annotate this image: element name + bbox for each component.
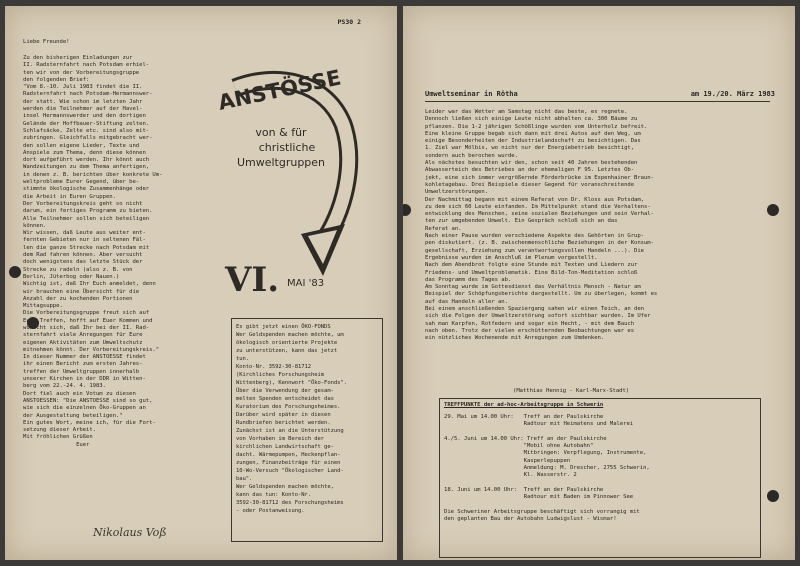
meetings-entries: 29. Mai um 14.00 Uhr: Treff an der Paulskirche Radtour mit Heimatens und Malerei 4./5. Juni um 14.00 Uhr: Treff an der Paulskirche "Mobil ohne Autobahn" Mitbringen: Verpflegung, Instrumente, Kasperlepuppen Anmeldung: M. Drescher, 2755 Schwerin, Kl. Wasserstr. 2 18. Juni um 14.00 Uhr: Treff an der Paulskirche Radtour mit Baden im Pinnower See Die Schweriner Arbeitsgruppe beschäftigt sich vorrangig mit den geplanten Bau der Autobahn Ludwigslust - Wismar!: [444, 414, 650, 523]
logo-subtitle-1: von & für: [255, 126, 307, 139]
signature: Nikolaus Voß: [93, 526, 167, 539]
page-number: PS30 2: [337, 18, 361, 26]
punch-hole-icon: [767, 204, 779, 216]
punch-hole-icon: [9, 266, 21, 278]
issue-month: MAI '83: [287, 278, 325, 289]
right-page: [403, 6, 795, 560]
article-header: [425, 90, 775, 98]
oeko-fonds-box: [231, 318, 383, 542]
logo-subtitle-3: Umweltgruppen: [236, 156, 326, 169]
article-body: Leider war das Wetter am Samstag nicht das beste, es regnete. Dennoch ließen sich einige Leute nicht abhalten ca. 300 Bäume zu pflanzen. Die 1-2 jährigen Schößlinge wurden vom Unterholz befreit. Eine kleine Gruppe begab sich dann mit drei Autos auf den Weg, um einige Besonderheiten der Industrielandschaft zu besichtigen. Das 1. Ziel war Mölbis, wo nicht nur der Energiebetrieb besichtigt, sondern auch berochen wurde. Als nächstes besuchten wir den, schon seit 40 Jahren bestehenden Abwasserteich des Betriebes an der ehemaligen F 95. Letztes Ob- jekt, eine sich immer vergrößernde Förderbrücke im Espenhainer Braun- kohletagebau. Drei Beispiele dieser Gegend für voranschreitende Umweltzerstörungen. Der Nachmittag begann mit einem Referat von Dr. Kloss aus Potsdam, zu dem sich 60 Leute einfanden. Im Mittelpunkt stand die Verhaltens- entwicklung des Menschen, seine sozialen Beziehungen und sein Verhal- ten zur umgebenden Umwelt. Ein Gespräch schloß sich an das Referat an. Nach einer Pause wurden verschiedene Aspekte des Gehörten in Grup- pen diskutiert. (z. B. zwischenmenschliche Beziehungen in der Konsum- gesellschaft, Erziehung zum verantwortungsvollen Handeln ...). Die Ergebnisse wurden im Anschluß im Plenum vorgestellt. Nach dem Abendbrot folgte eine Stunde mit Texten und Liedern zur Friedens- und Umweltproblematik. Eine Bild-Ton-Meditation schloß das Programm des Tages ab. Am Sonntag wurde im Gottesdienst das Verhältnis Mensch - Natur am Beispiel der Schöpfungsberichte dargestellt. Um zu überlegen, kommt es auf das Handeln aller an. Bei einem anschließenden Spaziergang sahen wir einen Teich, an den sich die Folgen der Umweltzerstörung sofort sichtbar wurden. Im Ufer sah man Karpfen, Rotfedern und sogar ein Hecht, - mit dem Bauch nach oben. Trotz der vielen erschütternden Beobachtungen war es ein nützliches Wochenende mit Anregungen zum Umdenken.: [425, 109, 658, 342]
meetings-heading: TREFFPUNKTE der ad-hoc-Arbeitsgruppe in Schwerin: [444, 402, 604, 408]
punch-hole-icon: [767, 490, 779, 502]
oeko-fonds-text: Es gibt jetzt einen ÖKO-FONDS Wer Geldspenden machen möchte, um ökologisch orientierte Projekte zu unterstützen, kann das jetzt tun. Konto-Nr. 3592-30-81712 (Kirchliches Forschungsheim Wittenberg), Kennwort "Öko-Fonds". Über die Verwendung der gesam- melten Spenden entscheidet das Kuratorium des Forschungsheimes. Darüber wird später in diesen Rundbriefen berichtet werden. Zunächst ist an die Unterstützung von Vorhaben im Bereich der kirchlichen Landwirtschaft ge- dacht. Wärmepumpen, Heckenpflan- zungen, Finanzbeiträge für einen 10-Wo-Versuch "Ökologischer Land- bau". Wer Geldspenden machen möchte, kann das tun: Konto-Nr. 3592-30-81712 des Forschungsheims - oder Postanweisung.: [236, 324, 347, 514]
article-author: (Matthias Hennig - Karl-Marx-Stadt): [513, 388, 630, 394]
article-date: am 19./20. März 1983: [690, 90, 775, 98]
article-title: Umweltseminar in Rötha: [425, 90, 518, 98]
meetings-box: [439, 398, 761, 558]
logo-title: ANSTÖSSE: [216, 65, 344, 115]
letter-body: Zu den bisherigen Einladungen zur II. Radsternfahrt nach Potsdam erhiel- ten wir von der Vorbereitungsgruppe den folgenden Brief: "Vom 8.-10. Juli 1983 findet die II. Radsternfahrt nach Potsdam-Hermannswer- der statt. Wie schon im letzten Jahr werden die Teilnehmer auf der Havel- insel Hermannswerder und den dortigen Gelände der Hoffbauer-Stiftung zelten. Schlafsäcke, Zelte etc. sind also mit- zubringen. Gleichfalls mitgebracht wer- den sollen eigene Lieder, Texte und Anspiele zum Thema, denn diese können dort aufgeführt werden. Ihr könnt auch Wandzeitungen zu dem Thema anfertigen, in denen z. B. berichten über konkrete Um- weltprobleme Eurer Gegend, über be- stimmte ökologische Zusammenhänge oder die Arbeit in Euren Gruppen. Der Vorbereitungskreis geht so nicht darum, ein fertiges Programm zu bieten. Alle Teilnehmer sollen sich beteiligen können. Wir wissen, daß Leute aus weiter ent- fernten Gebieten nur in seltenen Fäl- len die ganze Strecke nach Potsdam mit dem Rad fahren können. Aber versucht doch wenigstens das letzte Stück der Strecke zu radeln (also z. B. von Berlin, Jüterbog oder Nauen.) Wichtig ist, daß Ihr Euch anmeldet, denn wir brauchen eine Übersicht für die Anzahl der zu kochenden Portionen Mittagsuppe. Die Vorbereitungsgruppe freut sich auf Euer Treffen, hofft auf Euer Kommen und wünscht sich, daß Ihr bei der II. Rad- sternfahrt viele Anregungen für Eure eigenen Aktivitäten zum Umweltschutz mitnehmen könnt. Der Vorbereitungskreis." In dieser Nummer der ANSTOESSE findet ihr einen Bericht zum ersten Jahres- treffen der Umweltgruppen innerhalb unserer Kirchen in der DDR in Witten- berg vom 22.-24. 4. 1983. Dort fiel auch ein Votum zu diesen ANSTOESSEN: "Die ANSTOESSE sind so gut, wie sich die einzelnen Öko-Gruppen an der Ausgestaltung beteiligen." Ein gutes Wort, meine ich, für die Fort- setzung dieser Arbeit. Mit fröhlichen Grüßen Euer: [23, 55, 163, 448]
anstoesse-logo: [205, 64, 370, 319]
greeting: Liebe Freunde!: [23, 39, 70, 45]
punch-hole-icon: [403, 204, 411, 216]
left-page: [5, 6, 397, 560]
title-rule: [425, 101, 770, 102]
issue-number: VI.: [225, 260, 280, 300]
logo-subtitle-2: christliche: [258, 141, 316, 154]
